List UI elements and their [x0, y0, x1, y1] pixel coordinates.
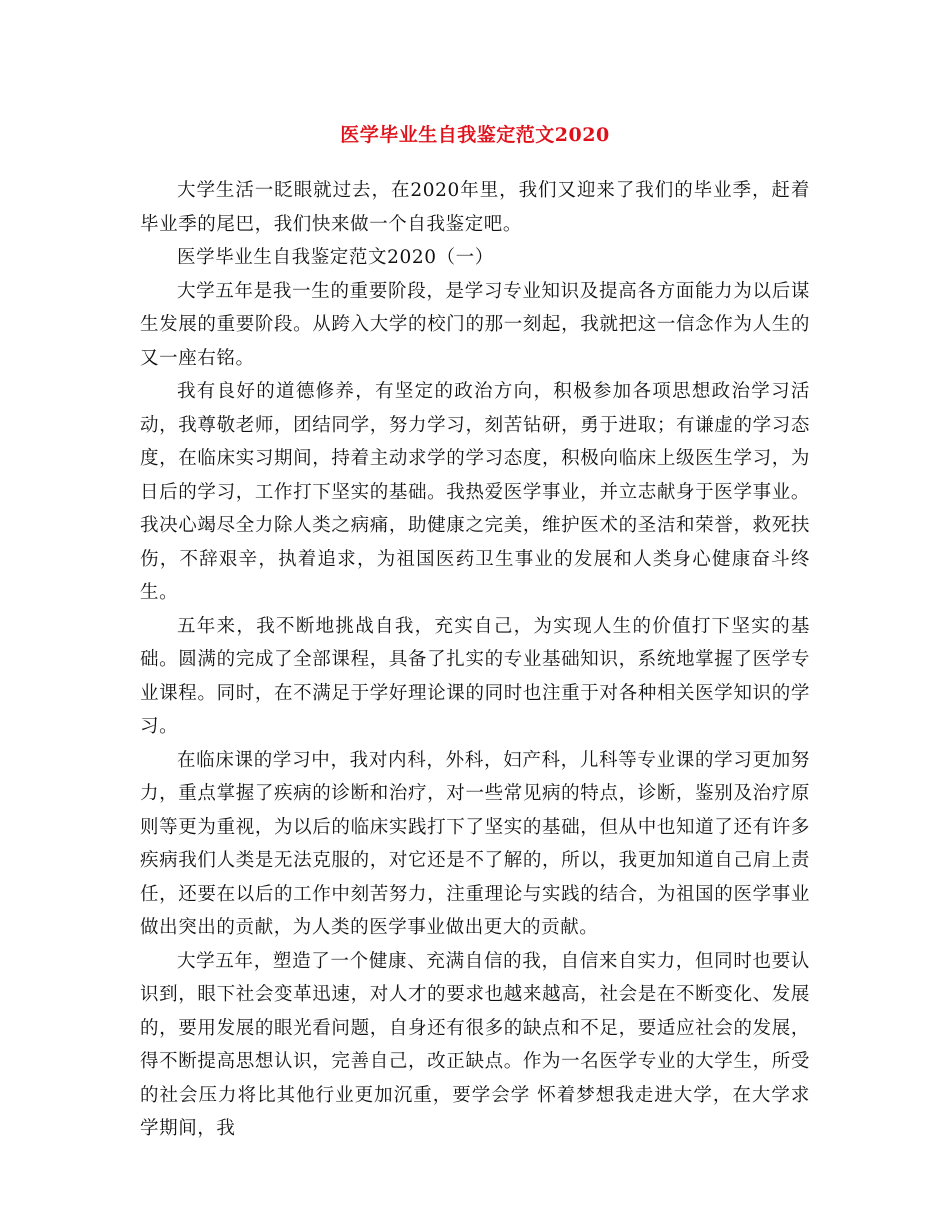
intro-paragraph: 大学生活一眨眼就过去，在2020年里，我们又迎来了我们的毕业季，赶着毕业季的尾巴，我们快来做一个自我鉴定吧。: [140, 180, 810, 235]
body-paragraph: 五年来，我不断地挑战自我，充实自己，为实现人生的价值打下坚实的基础。圆满的完成了全部课程，具备了扎实的专业基础知识，系统地掌握了医学专业课程。同时，在不满足于学好理论课的同时也注重于对各种相关医学知识的学习。: [140, 615, 810, 737]
document-title: 医学毕业生自我鉴定范文2020: [340, 124, 610, 146]
body-paragraph: 我有良好的道德修养，有坚定的政治方向，积极参加各项思想政治学习活动，我尊敬老师，团结同学，努力学习，刻苦钻研，勇于进取；有谦虚的学习态度，在临床实习期间，持着主动求学的学习态度，积极向临床上级医生学习，为日后的学习，工作打下坚实的基础。我热爱医学事业，并立志献身于医学事业。我决心竭尽全力除人类之病痛，助健康之完美，维护医术的圣洁和荣誉，救死扶伤，不辞艰辛，执着追求，为祖国医药卫生事业的发展和人类身心健康奋斗终生。: [140, 381, 810, 603]
section-heading: 医学毕业生自我鉴定范文2020（一）: [177, 247, 494, 268]
body-paragraph: 在临床课的学习中，我对内科，外科，妇产科，儿科等专业课的学习更加努力，重点掌握了疾病的诊断和治疗，对一些常见病的特点，诊断，鉴别及治疗原则等更为重视，为以后的临床实践打下了坚实的基础，但从中也知道了还有许多疾病我们人类是无法克服的，对它还是不了解的，所以，我更加知道自己肩上责任，还要在以后的工作中刻苦努力，注重理论与实践的结合，为祖国的医学事业做出突出的贡献，为人类的医学事业做出更大的贡献。: [140, 749, 810, 938]
body-paragraph: 大学五年，塑造了一个健康、充满自信的我，自信来自实力，但同时也要认识到，眼下社会变革迅速，对人才的要求也越来越高，社会是在不断变化、发展的，要用发展的眼光看问题，自身还有很多的缺点和不足，要适应社会的发展，得不断提高思想认识，完善自己，改正缺点。作为一名医学专业的大学生，所受的社会压力将比其他行业更加沉重，要学会学 怀着梦想我走进大学，在大学求学期间，我: [140, 950, 810, 1139]
body-paragraph: 大学五年是我一生的重要阶段，是学习专业知识及提高各方面能力为以后谋生发展的重要阶段。从跨入大学的校门的那一刻起，我就把这一信念作为人生的又一座右铭。: [140, 280, 810, 369]
document-body: [140, 174, 810, 1146]
